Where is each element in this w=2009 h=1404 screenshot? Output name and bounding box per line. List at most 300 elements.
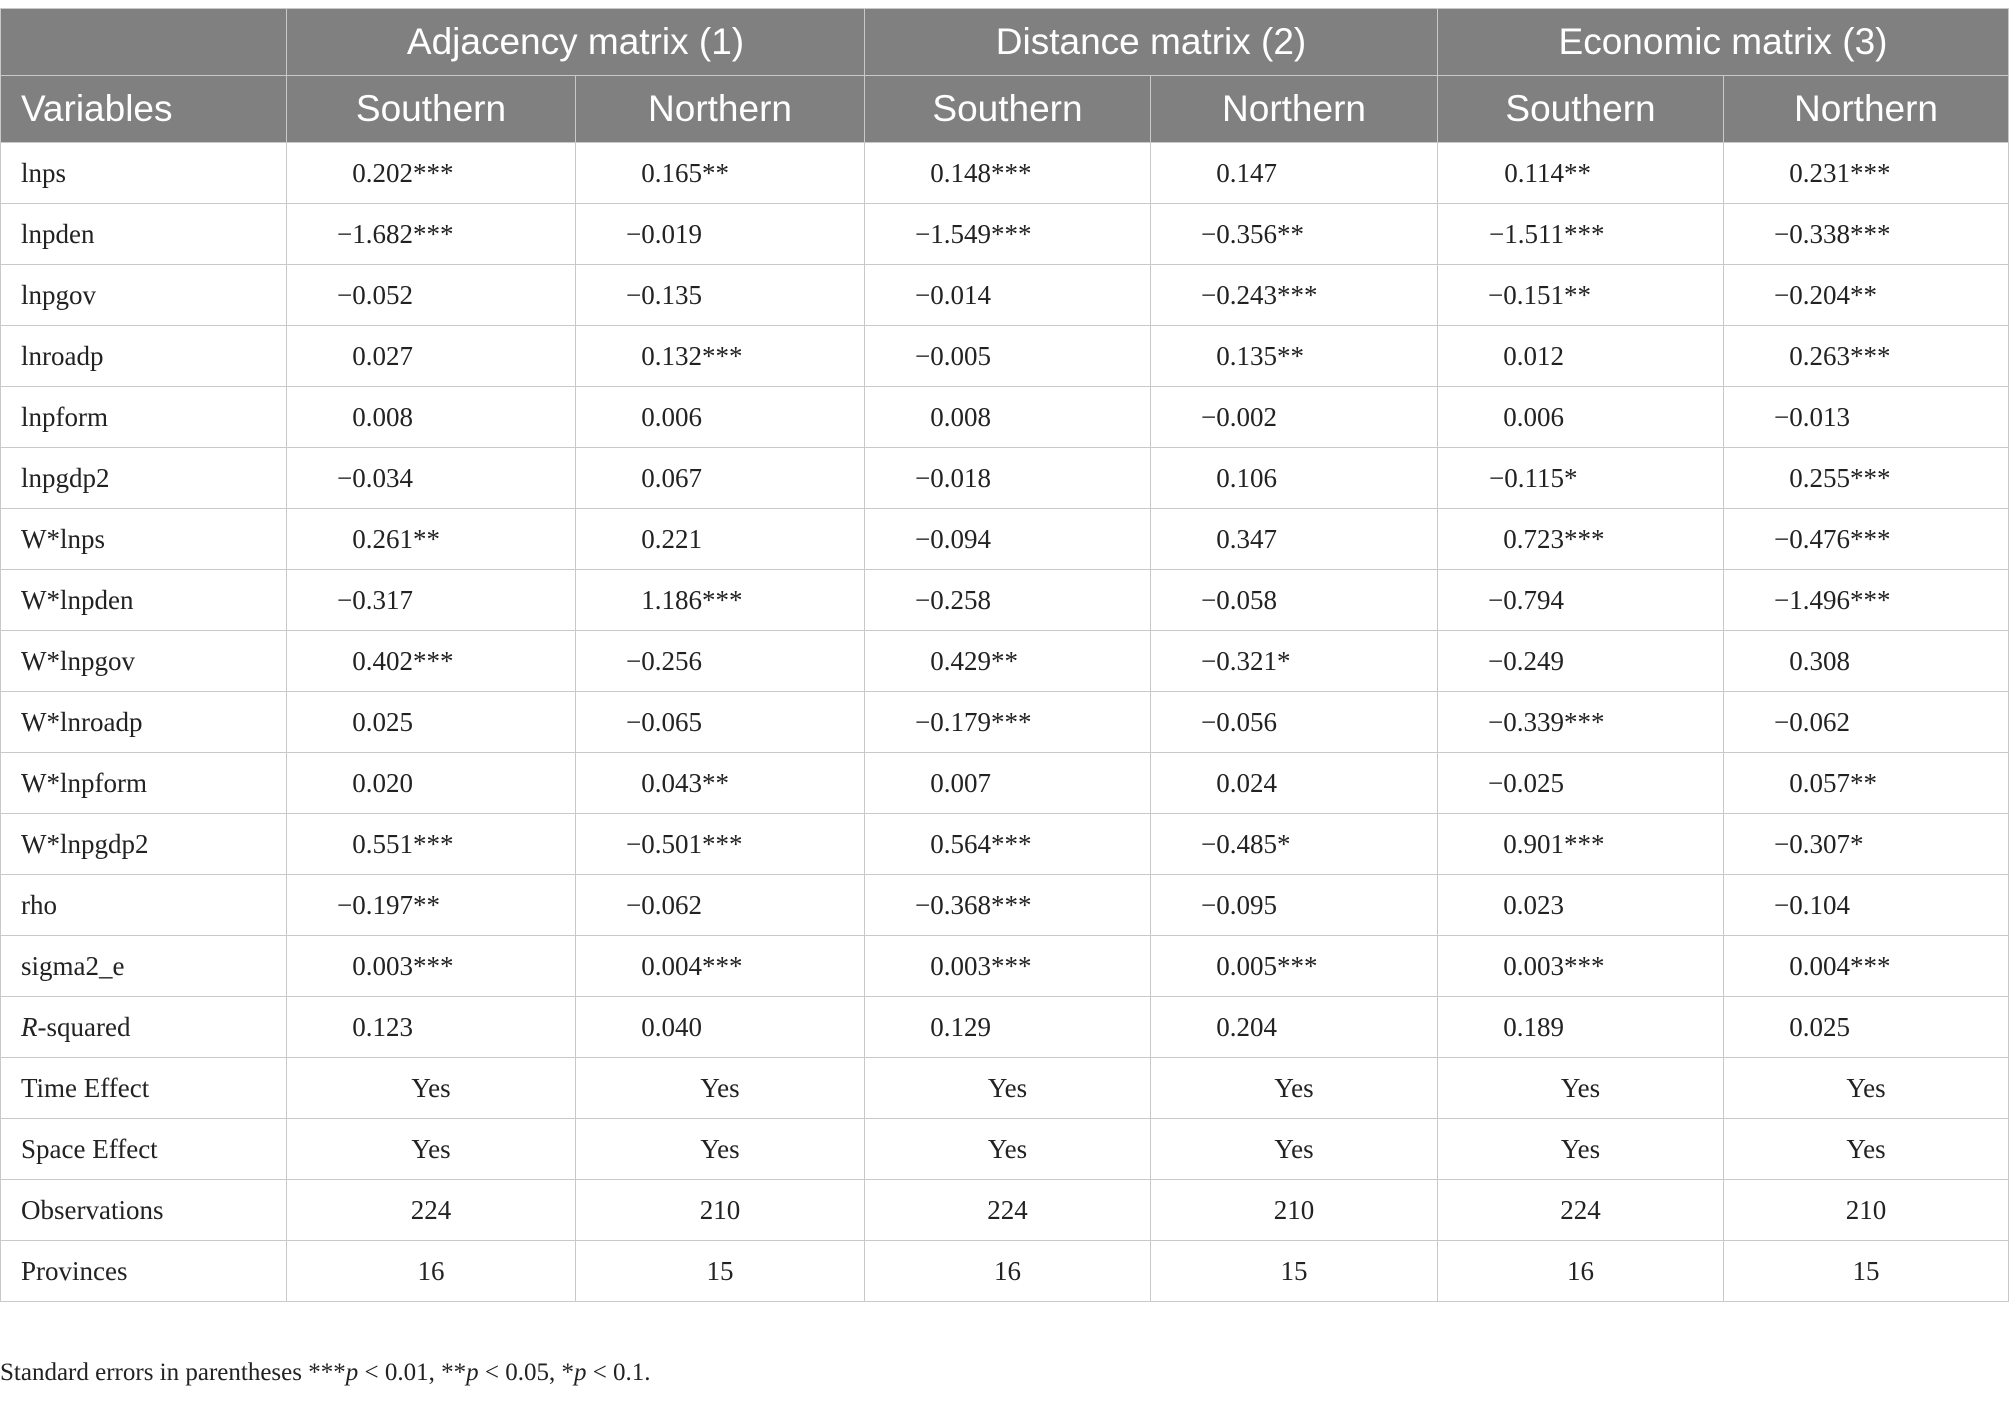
cell-value: −1.549 [915,218,991,249]
footnote-p-1: p [345,1359,359,1386]
cell-value: 16 [1567,1255,1595,1286]
table-cell [865,387,1151,448]
row-label-text: lnpden [21,218,95,249]
significance-stars: *** [1564,706,1605,737]
significance-stars: *** [991,706,1032,737]
row-label [1,143,287,204]
significance-stars: *** [1850,462,1891,493]
cell-value: −0.034 [337,462,413,493]
cell-value: −0.056 [1201,706,1277,737]
cell-value: Yes [411,1072,451,1103]
table-cell [576,692,865,753]
cell-value: 0.040 [641,1011,702,1042]
table-cell [865,326,1151,387]
cell-value: 0.347 [1216,523,1277,554]
table-cell [865,692,1151,753]
table-cell [1151,570,1438,631]
table-cell [865,265,1151,326]
significance-stars: ** [1277,340,1304,371]
cell-value: −0.005 [915,340,991,371]
table-cell [287,265,576,326]
cell-value: Yes [1560,1133,1601,1164]
cell-value: 0.564 [930,828,991,859]
table-cell [287,814,576,875]
cell-value: 0.308 [1789,645,1851,676]
row-label-text: W*lnroadp [21,706,143,737]
cell-value: 0.148 [930,157,991,188]
header-group-distance: Distance matrix (2) [865,9,1438,76]
significance-stars: *** [413,950,454,981]
table-cell [1438,387,1724,448]
cell-value: 0.025 [352,706,413,737]
table-row [1,1241,2009,1302]
table-row [1,509,2009,570]
cell-value: −0.485 [1201,828,1277,859]
footnote-lead: Standard errors in parentheses [0,1359,309,1386]
table-cell [287,631,576,692]
cell-value: 0.263 [1789,340,1851,371]
table-cell [287,570,576,631]
table-cell [865,997,1151,1058]
cell-value: −0.794 [1488,584,1565,615]
table-cell [287,1058,576,1119]
cell-value: −0.258 [915,584,991,615]
footnote-stars-1: *** [308,1359,346,1386]
table-cell [287,509,576,570]
cell-value: Yes [411,1133,451,1164]
table-row [1,997,2009,1058]
cell-value: 0.003 [930,950,991,981]
table-cell [287,448,576,509]
table-cell [865,936,1151,997]
footnote-cond-1: < 0.01, [358,1359,442,1386]
header-subcol-southern: Southern [865,76,1151,143]
table-container [0,8,2009,1302]
row-label-text: Time Effect [21,1072,150,1103]
table-cell [1438,936,1724,997]
cell-value: 224 [410,1194,452,1225]
cell-value: 0.202 [352,157,413,188]
table-cell [1438,753,1724,814]
cell-value: 0.025 [1789,1011,1851,1042]
table-cell [1151,1241,1438,1302]
row-label [1,509,287,570]
table-cell [1724,631,2009,692]
cell-value: 0.023 [1503,889,1565,920]
table-cell [1438,326,1724,387]
table-cell [287,997,576,1058]
cell-value: 15 [1852,1255,1880,1286]
significance-stars: ** [1564,157,1592,188]
cell-value: 0.551 [352,828,413,859]
significance-stars: * [1850,828,1864,859]
header-subcol-southern: Southern [1438,76,1724,143]
table-cell [1724,814,2009,875]
table-row [1,265,2009,326]
table-cell [1151,326,1438,387]
table-cell [1724,326,2009,387]
table-footnote [0,1359,651,1387]
table-cell [865,1180,1151,1241]
cell-value: −0.104 [1774,889,1851,920]
cell-value: Yes [987,1133,1028,1164]
table-cell [1438,1119,1724,1180]
cell-value: −0.065 [626,706,702,737]
table-cell [1438,692,1724,753]
cell-value: −1.511 [1489,218,1565,249]
table-cell [576,814,865,875]
cell-value: −0.115 [1489,462,1565,493]
significance-stars: ** [702,767,729,798]
cell-value: 0.165 [641,157,702,188]
table-cell [576,1241,865,1302]
cell-value: 0.003 [1503,950,1565,981]
row-label [1,570,287,631]
cell-value: 0.221 [641,523,702,554]
table-cell [576,448,865,509]
significance-stars: *** [1564,523,1605,554]
cell-value: 0.189 [1503,1011,1565,1042]
table-row [1,875,2009,936]
table-row [1,387,2009,448]
row-label [1,1119,287,1180]
table-cell [1151,204,1438,265]
table-cell [576,997,865,1058]
table-cell [1151,143,1438,204]
table-cell [576,1180,865,1241]
row-label-text: lnpform [21,401,108,432]
cell-value: −1.682 [337,218,413,249]
table-body [1,143,2009,1302]
cell-value: 210 [1845,1194,1887,1225]
cell-value: 0.261 [352,523,413,554]
row-label-text: W*lnpgdp2 [21,828,149,859]
cell-value: 0.067 [641,462,702,493]
table-row [1,204,2009,265]
header-group-economic: Economic matrix (3) [1438,9,2009,76]
table-header [1,9,2009,143]
table-cell [576,265,865,326]
cell-value: 0.204 [1216,1011,1277,1042]
cell-value: −0.062 [1774,706,1851,737]
cell-value: 0.255 [1789,462,1851,493]
header-corner [1,9,287,76]
cell-value: 0.003 [352,950,413,981]
cell-value: 0.231 [1789,157,1851,188]
cell-value: −0.052 [337,279,413,310]
row-label [1,631,287,692]
table-cell [1151,875,1438,936]
cell-value: 0.004 [641,950,702,981]
cell-value: −0.501 [626,828,702,859]
row-label [1,1058,287,1119]
table-cell [287,143,576,204]
footnote-stars-2: ** [441,1359,467,1386]
cell-value: −0.095 [1201,889,1277,920]
significance-stars: *** [1277,950,1318,981]
significance-stars: * [1277,828,1291,859]
row-label-text: lnpgov [21,279,97,310]
table-cell [1151,1119,1438,1180]
significance-stars: *** [413,157,454,188]
cell-value: Yes [1274,1072,1314,1103]
table-cell [576,1058,865,1119]
table-cell [576,387,865,448]
cell-value: 0.123 [352,1011,413,1042]
table-cell [576,143,865,204]
row-label-text: W*lnpden [21,584,134,615]
significance-stars: *** [1850,523,1891,554]
cell-value: −0.249 [1488,645,1565,676]
row-label [1,692,287,753]
header-subcol-northern: Northern [1151,76,1438,143]
table-cell [1724,875,2009,936]
header-group-adjacency: Adjacency matrix (1) [287,9,865,76]
table-cell [1438,997,1724,1058]
significance-stars: *** [413,218,454,249]
cell-value: −0.338 [1774,218,1851,249]
table-cell [865,875,1151,936]
table-cell [1438,265,1724,326]
cell-value: Yes [1274,1133,1314,1164]
significance-stars: *** [1564,950,1605,981]
row-label [1,753,287,814]
table-row [1,936,2009,997]
table-cell [1438,1058,1724,1119]
table-cell [865,204,1151,265]
row-label [1,814,287,875]
cell-value: −0.002 [1201,401,1277,432]
table-cell [1438,631,1724,692]
table-cell [287,1241,576,1302]
significance-stars: *** [991,218,1032,249]
significance-stars: ** [1850,767,1878,798]
table-cell [287,936,576,997]
table-cell [865,448,1151,509]
table-cell [865,509,1151,570]
cell-value: 0.135 [1216,340,1277,371]
table-cell [1724,204,2009,265]
cell-value: Yes [700,1072,740,1103]
cell-value: −0.256 [626,645,702,676]
table-cell [1724,692,2009,753]
table-cell [865,1058,1151,1119]
significance-stars: ** [1564,279,1592,310]
table-cell [1724,753,2009,814]
row-label-text: rho [21,889,57,920]
cell-value: −0.058 [1201,584,1277,615]
cell-value: −0.135 [626,279,702,310]
row-label-text: W*lnpform [21,767,147,798]
table-row [1,753,2009,814]
row-label [1,936,287,997]
table-row [1,570,2009,631]
table-row [1,692,2009,753]
significance-stars: *** [1850,340,1891,371]
significance-stars: ** [413,523,440,554]
table-cell [1438,509,1724,570]
cell-value: −0.018 [915,462,991,493]
table-cell [576,326,865,387]
row-label-text: lnroadp [21,340,104,371]
significance-stars: *** [991,828,1032,859]
significance-stars: *** [1277,279,1318,310]
cell-value: −0.368 [915,889,991,920]
row-label [1,387,287,448]
cell-value: 0.132 [641,340,702,371]
cell-value: −0.013 [1774,401,1851,432]
row-label [1,875,287,936]
significance-stars: ** [1850,279,1878,310]
cell-value: −0.339 [1488,706,1565,737]
significance-stars: * [1564,462,1578,493]
table-row [1,1180,2009,1241]
cell-value: Yes [1846,1072,1886,1103]
row-label-text: W*lnpgov [21,645,135,676]
significance-stars: ** [413,889,440,920]
table-cell [1438,875,1724,936]
cell-value: 0.012 [1503,340,1565,371]
significance-stars: *** [991,157,1032,188]
cell-value: 0.723 [1503,523,1565,554]
regression-results-table [0,8,2009,1302]
row-label [1,326,287,387]
table-cell [576,1119,865,1180]
table-row [1,631,2009,692]
table-cell [1438,1180,1724,1241]
row-label [1,1241,287,1302]
significance-stars: *** [1564,828,1605,859]
table-cell [576,204,865,265]
row-label-text: sigma2_e [21,950,125,981]
significance-stars: *** [1850,950,1891,981]
significance-stars: *** [1564,218,1605,249]
row-label [1,997,287,1058]
significance-stars: ** [1277,218,1304,249]
row-label-text: Provinces [21,1255,128,1286]
table-cell [576,753,865,814]
cell-value: −0.014 [915,279,991,310]
table-cell [1724,570,2009,631]
significance-stars: *** [413,645,454,676]
row-label [1,448,287,509]
table-cell [1151,692,1438,753]
significance-stars: *** [1850,218,1891,249]
table-cell [1438,1241,1724,1302]
table-cell [1151,1058,1438,1119]
table-cell [865,1241,1151,1302]
cell-value: 16 [994,1255,1021,1286]
cell-value: 0.007 [930,767,991,798]
footnote-cond-3: < 0.1. [586,1359,651,1386]
significance-stars: *** [413,828,454,859]
cell-value: 0.402 [352,645,413,676]
significance-stars: ** [702,157,729,188]
cell-value: 0.004 [1789,950,1851,981]
table-cell [1724,265,2009,326]
significance-stars: *** [1850,584,1891,615]
row-label-text: -squared [37,1011,131,1042]
cell-value: −0.019 [626,218,702,249]
table-cell [1724,1058,2009,1119]
row-label-italic: R [21,1011,38,1042]
table-cell [1724,387,2009,448]
significance-stars: *** [991,950,1032,981]
header-subcol-southern: Southern [287,76,576,143]
row-label [1,1180,287,1241]
table-cell [1151,448,1438,509]
cell-value: 0.008 [930,401,991,432]
cell-value: −0.476 [1774,523,1851,554]
table-cell [1151,1180,1438,1241]
table-cell [287,1119,576,1180]
cell-value: 0.901 [1503,828,1565,859]
table-cell [1724,1119,2009,1180]
table-cell [865,143,1151,204]
cell-value: −0.204 [1774,279,1851,310]
footnote-cond-2: < 0.05, [478,1359,562,1386]
table-cell [576,570,865,631]
table-row [1,448,2009,509]
table-cell [1724,509,2009,570]
cell-value: 0.129 [930,1011,991,1042]
cell-value: 210 [1273,1194,1315,1225]
cell-value: Yes [1560,1072,1601,1103]
header-group-row [1,9,2009,76]
cell-value: −0.356 [1201,218,1277,249]
table-cell [1438,143,1724,204]
table-cell [1151,387,1438,448]
cell-value: 224 [987,1194,1028,1225]
significance-stars: *** [702,828,743,859]
row-label-text: Space Effect [21,1133,158,1164]
significance-stars: * [1277,645,1291,676]
cell-value: −0.243 [1201,279,1277,310]
row-label-text: lnps [21,157,67,188]
table-cell [287,753,576,814]
table-cell [1724,936,2009,997]
cell-value: −0.151 [1488,279,1565,310]
header-subcol-row [1,76,2009,143]
table-cell [576,631,865,692]
cell-value: 0.006 [641,401,702,432]
table-cell [1724,1180,2009,1241]
cell-value: −1.496 [1774,584,1851,615]
table-cell [287,1180,576,1241]
significance-stars: *** [1850,157,1891,188]
table-cell [1151,509,1438,570]
cell-value: 16 [417,1255,445,1286]
table-cell [1724,448,2009,509]
row-label-text: W*lnps [21,523,105,554]
table-row [1,326,2009,387]
significance-stars: *** [991,889,1032,920]
row-label-text: lnpgdp2 [21,462,110,493]
cell-value: Yes [987,1072,1028,1103]
table-cell [1151,936,1438,997]
cell-value: Yes [700,1133,740,1164]
table-cell [287,692,576,753]
table-cell [1438,204,1724,265]
cell-value: Yes [1846,1133,1886,1164]
table-cell [1151,631,1438,692]
cell-value: −0.197 [337,889,413,920]
cell-value: 0.429 [930,645,991,676]
cell-value: −0.179 [915,706,991,737]
cell-value: −0.321 [1201,645,1277,676]
cell-value: 0.020 [352,767,413,798]
table-row [1,143,2009,204]
